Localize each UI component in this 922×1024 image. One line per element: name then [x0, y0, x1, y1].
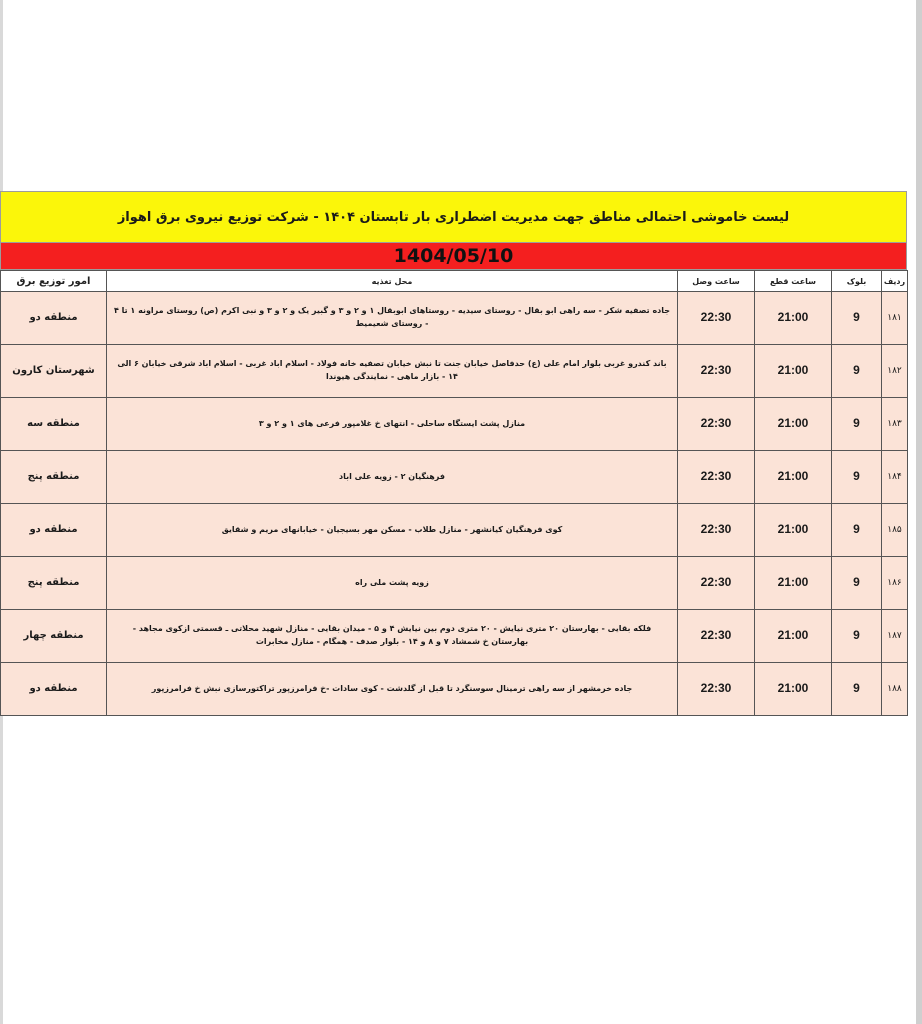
connect-time: 22:30	[678, 345, 755, 398]
right-edge	[916, 0, 922, 1024]
cut-time: 21:00	[755, 557, 832, 610]
distribution-office: منطقه دو	[1, 663, 107, 716]
distribution-office: شهرستان کارون	[1, 345, 107, 398]
cut-time: 21:00	[755, 345, 832, 398]
feed-area: جاده تصفیه شکر - سه راهی ابو بقال - روستای سیدیه - روستاهای ابوبقال ۱ و ۲ و ۳ و گبیر یک و ۲ و ۳ و نبی اکرم (ص) روستای مراونه ۱ تا ۴ - روستای شعیمیط	[107, 292, 678, 345]
cut-time: 21:00	[755, 663, 832, 716]
connect-time: 22:30	[678, 663, 755, 716]
row-number: ۱۸۵	[882, 504, 908, 557]
distribution-office: منطقه پنج	[1, 557, 107, 610]
table-row	[1, 345, 908, 398]
block-value: 9	[832, 451, 882, 504]
block-value: 9	[832, 398, 882, 451]
table-row	[1, 504, 908, 557]
row-number: ۱۸۳	[882, 398, 908, 451]
block-value: 9	[832, 663, 882, 716]
row-number: ۱۸۲	[882, 345, 908, 398]
distribution-office: منطقه دو	[1, 292, 107, 345]
header-row-number: ردیف	[882, 271, 908, 292]
cut-time: 21:00	[755, 610, 832, 663]
table-row	[1, 292, 908, 345]
block-value: 9	[832, 610, 882, 663]
connect-time: 22:30	[678, 292, 755, 345]
row-number: ۱۸۴	[882, 451, 908, 504]
feed-area: منازل پشت ایستگاه ساحلی - انتهای خ غلامپور فرعی های ۱ و ۲ و ۳	[107, 398, 678, 451]
block-value: 9	[832, 292, 882, 345]
connect-time: 22:30	[678, 398, 755, 451]
distribution-office: منطقه چهار	[1, 610, 107, 663]
cut-time: 21:00	[755, 451, 832, 504]
feed-area: فلکه بقایی - بهارستان ۲۰ متری نیایش - ۲۰ متری دوم بین نیایش ۴ و ۵ - میدان بقایی - منازل شهید محلاتی ـ قسمتی ازکوی مجاهد - بهارستان خ شمشاد ۷ و ۸ و ۱۴ - بلوار صدف - همگام - منازل مخابرات	[107, 610, 678, 663]
table-row	[1, 451, 908, 504]
feed-area: جاده خرمشهر از سه راهی ترمینال سوسنگرد تا قبل از گلدشت - کوی سادات -خ فرامرزپور تراکتورسازی نبش خ فرامرزپور	[107, 663, 678, 716]
table-row	[1, 557, 908, 610]
connect-time: 22:30	[678, 557, 755, 610]
block-value: 9	[832, 557, 882, 610]
connect-time: 22:30	[678, 504, 755, 557]
table-row	[1, 663, 908, 716]
row-number: ۱۸۸	[882, 663, 908, 716]
cut-time: 21:00	[755, 292, 832, 345]
header-distribution: امور توزیع برق	[1, 271, 107, 292]
table-row	[1, 398, 908, 451]
feed-area: زویه پشت ملی راه	[107, 557, 678, 610]
cut-time: 21:00	[755, 504, 832, 557]
block-value: 9	[832, 345, 882, 398]
document-date: 1404/05/10	[0, 243, 907, 270]
connect-time: 22:30	[678, 610, 755, 663]
row-number: ۱۸۶	[882, 557, 908, 610]
distribution-office: منطقه سه	[1, 398, 107, 451]
cut-time: 21:00	[755, 398, 832, 451]
feed-area: فرهنگیان ۲ - زویه علی اباد	[107, 451, 678, 504]
distribution-office: منطقه دو	[1, 504, 107, 557]
feed-area: باند کندرو غربی بلوار امام علی (ع) حدفاصل خیابان جنت تا نبش خیابان تصفیه خانه فولاد - اسلام اباد غربی - اسلام اباد شرقی خیابان ۶ الی ۱۴ - بازار ماهی - نمایندگی هیوندا	[107, 345, 678, 398]
outage-table	[0, 270, 908, 716]
header-cut-time: ساعت قطع	[755, 271, 832, 292]
header-feed-area: محل تغذیه	[107, 271, 678, 292]
header-connect-time: ساعت وصل	[678, 271, 755, 292]
header-block: بلوک	[832, 271, 882, 292]
document-title: لیست خاموشی احتمالی مناطق جهت مدیریت اضطراری بار تابستان ۱۴۰۴ - شرکت توزیع نیروی برق اهواز	[0, 191, 907, 243]
row-number: ۱۸۷	[882, 610, 908, 663]
row-number: ۱۸۱	[882, 292, 908, 345]
table-row	[1, 610, 908, 663]
feed-area: کوی فرهنگیان کیانشهر - منازل طلاب - مسکن مهر بسیجیان - خیابانهای مریم و شقایق	[107, 504, 678, 557]
distribution-office: منطقه پنج	[1, 451, 107, 504]
outage-sheet	[0, 191, 907, 716]
table-header-row	[1, 271, 908, 292]
connect-time: 22:30	[678, 451, 755, 504]
block-value: 9	[832, 504, 882, 557]
